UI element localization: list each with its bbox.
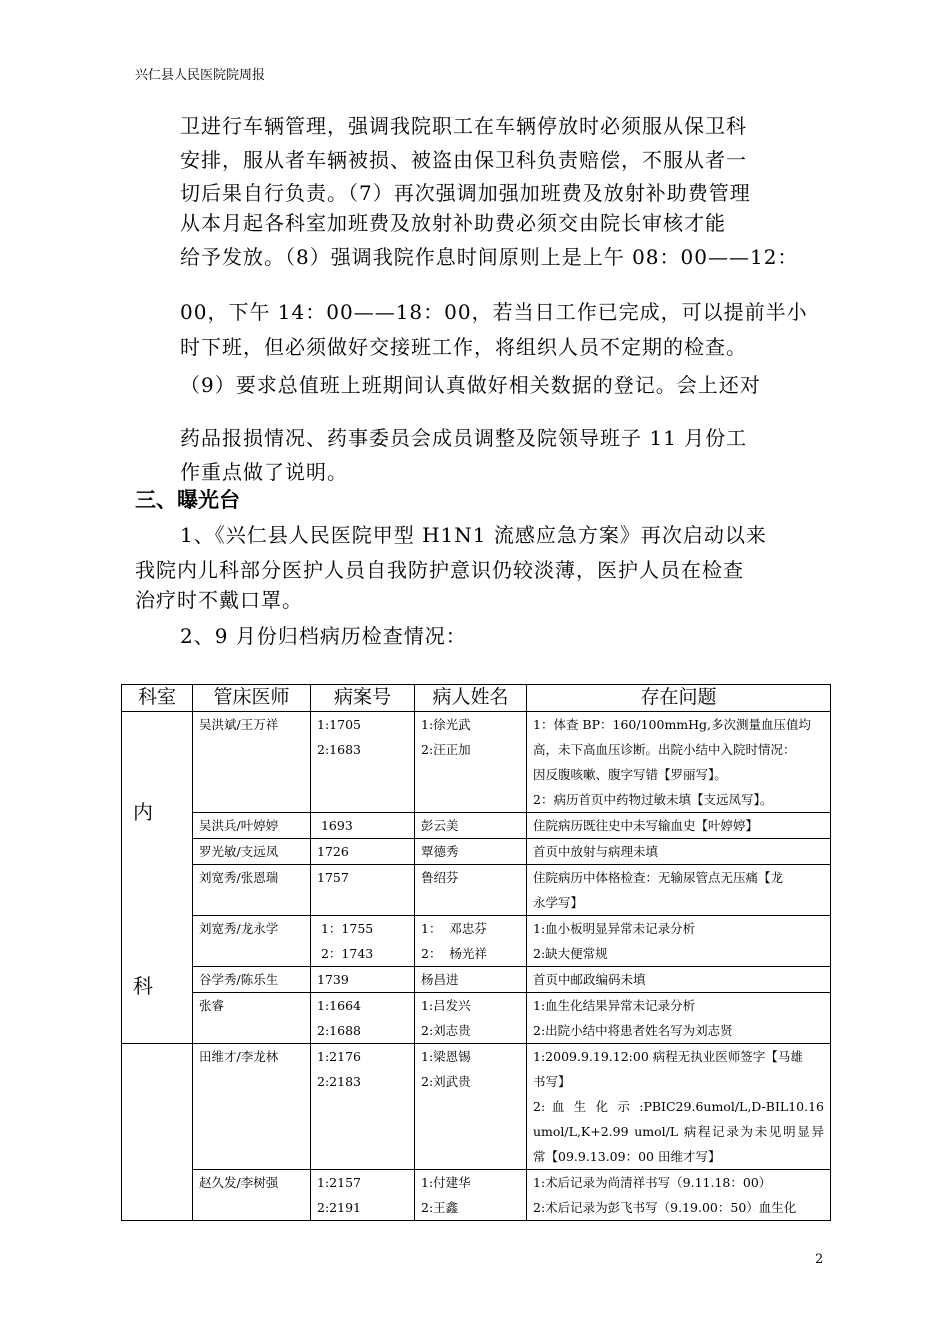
paragraph-line: 从本月起各科室加班费及放射补助费必须交由院长审核才能 <box>180 211 726 235</box>
paragraph-line: 给予发放。（8）强调我院作息时间原则上是上午 08：00——12： <box>180 245 799 269</box>
doctor-cell: 刘宽秀/龙永学 <box>193 916 311 967</box>
cell-line: 书写】 <box>533 1074 571 1089</box>
cell-line: 2：病历首页中药物过敏未填【支远凤写】。 <box>533 792 773 807</box>
cell-line: 2:出院小结中将患者姓名写为刘志贤 <box>533 1023 733 1038</box>
cell-line: 因反腹咳嗽、腹字写错【罗丽写】。 <box>533 767 727 782</box>
issues-cell <box>527 916 831 967</box>
case-no-cell <box>311 813 415 839</box>
cell-line: 住院病历既往史中未写输血史【叶婷婷】 <box>533 818 759 833</box>
cell-line: 首页中邮政编码未填 <box>533 972 646 987</box>
dept-cell <box>122 1044 193 1221</box>
item2-text: 2、9 月份归档病历检查情况： <box>180 624 467 648</box>
cell-line: umol/L,K+2.99 umol/L 病程记录为未见明显异 <box>533 1124 824 1139</box>
cell-line: 1:2009.9.19.12:00 病程无执业医师签字【马雄 <box>533 1049 803 1064</box>
cell-line: 住院病历中体格检查：无输尿管点无压痛【龙 <box>533 870 784 885</box>
doctor-cell: 张睿 <box>193 993 311 1044</box>
cell-line: 2: 血 生 化 示 :PBIC29.6umol/L,D-BIL10.16 <box>533 1099 824 1114</box>
doctor-cell: 赵久发/李树强 <box>193 1170 311 1221</box>
cell-line: 覃德秀 <box>421 844 459 859</box>
cell-line: 1：体查 BP：160/100mmHg,多次测量血压值均 <box>533 717 812 732</box>
item1-line: 1、《兴仁县人民医院甲型 H1N1 流感应急方案》再次启动以来 <box>180 523 767 547</box>
issues-cell <box>527 712 831 813</box>
col-header-case-no: 病案号 <box>311 685 415 712</box>
cell-line: 1:术后记录为尚清祥书写（9.11.18：00） <box>533 1175 772 1190</box>
paragraph-line: 卫进行车辆管理，强调我院职工在车辆停放时必须服从保卫科 <box>180 114 747 138</box>
table-row <box>122 1170 831 1221</box>
case-no-cell <box>311 839 415 865</box>
case-no-cell <box>311 993 415 1044</box>
item1-line: 我院内儿科部分医护人员自我防护意识仍较淡薄，医护人员在检查 <box>135 558 744 582</box>
paragraph-line: 切后果自行负责。（7）再次强调加强加班费及放射补助费管理 <box>180 181 751 205</box>
issues-cell <box>527 865 831 916</box>
cell-line: 1:2157 <box>317 1175 361 1190</box>
case-no-cell <box>311 1044 415 1170</box>
issues-cell <box>527 1044 831 1170</box>
col-header-patient: 病人姓名 <box>415 685 527 712</box>
cell-line: 2:刘志贵 <box>421 1023 471 1038</box>
issues-cell <box>527 993 831 1044</box>
cell-line: 1:梁恩锡 <box>421 1049 471 1064</box>
cell-line: 高，未下高血压诊断。出院小结中入院时情况： <box>533 742 796 757</box>
table-row <box>122 839 831 865</box>
doctor-cell: 罗光敏/支远凤 <box>193 839 311 865</box>
doctor-cell: 谷学秀/陈乐生 <box>193 967 311 993</box>
cell-line: 永学写】 <box>533 895 584 910</box>
paragraph-line: 作重点做了说明。 <box>180 460 348 484</box>
col-header-issues: 存在问题 <box>527 685 831 712</box>
cell-line: 2:王鑫 <box>421 1200 459 1215</box>
page-number: 2 <box>815 1252 824 1267</box>
doctor-cell: 田维才/李龙林 <box>193 1044 311 1170</box>
cell-line: 2:术后记录为彭飞书写（9.19.00：50）血生化 <box>533 1200 797 1215</box>
cell-line: 2:刘武贵 <box>421 1074 471 1089</box>
cell-line: 1：1755 <box>317 921 374 936</box>
cell-line: 1:1705 <box>317 717 361 732</box>
patient-cell <box>415 1044 527 1170</box>
cell-line: 彭云美 <box>421 818 459 833</box>
case-no-cell <box>311 1170 415 1221</box>
cell-line: 2:1683 <box>317 742 361 757</box>
cell-line: 2： 杨光祥 <box>421 946 487 961</box>
col-header-doctor: 管床医师 <box>193 685 311 712</box>
cell-line: 2:缺大便常规 <box>533 946 608 961</box>
paragraph-line: 00，下午 14：00——18：00，若当日工作已完成，可以提前半小 <box>180 300 808 324</box>
table-row <box>122 865 831 916</box>
case-no-cell <box>311 967 415 993</box>
case-no-cell <box>311 916 415 967</box>
cell-line: 1： 邓忠芬 <box>421 921 487 936</box>
patient-cell <box>415 916 527 967</box>
dept-cell <box>122 712 193 1044</box>
cell-line: 1:血生化结果异常未记录分析 <box>533 998 696 1013</box>
cell-line: 杨昌进 <box>421 972 459 987</box>
table-row <box>122 813 831 839</box>
patient-cell <box>415 813 527 839</box>
item1-line: 治疗时不戴口罩。 <box>135 588 303 612</box>
issues-cell <box>527 813 831 839</box>
cell-line: 1:血小板明显异常未记录分析 <box>533 921 696 936</box>
paragraph-line: 药品报损情况、药事委员会成员调整及院领导班子 11 月份工 <box>180 426 748 450</box>
patient-cell <box>415 967 527 993</box>
patient-cell <box>415 839 527 865</box>
paragraph-line: 时下班，但必须做好交接班工作，将组织人员不定期的检查。 <box>180 335 747 359</box>
cell-line: 常【09.9.13.09：00 田维才写】 <box>533 1149 721 1164</box>
table-row <box>122 916 831 967</box>
table-row <box>122 712 831 813</box>
table-row <box>122 993 831 1044</box>
case-no-cell <box>311 712 415 813</box>
patient-cell <box>415 865 527 916</box>
case-no-cell <box>311 865 415 916</box>
cell-line: 1739 <box>317 972 349 987</box>
table-row <box>122 967 831 993</box>
cell-line: 1726 <box>317 844 349 859</box>
patient-cell <box>415 993 527 1044</box>
cell-line: 鲁绍芬 <box>421 870 459 885</box>
paragraph-line: （9）要求总值班上班期间认真做好相关数据的登记。会上还对 <box>180 373 761 397</box>
cell-line: 1:付建华 <box>421 1175 471 1190</box>
case-record-table <box>121 684 831 1221</box>
table-header-row <box>122 685 831 712</box>
dept-char: 科 <box>133 974 153 998</box>
cell-line: 1757 <box>317 870 349 885</box>
page-header: 兴仁县人民医院院周报 <box>135 68 266 83</box>
table-row <box>122 1044 831 1170</box>
cell-line: 2:2183 <box>317 1074 361 1089</box>
dept-char: 内 <box>133 800 153 824</box>
doctor-cell: 吴洪斌/王万祥 <box>193 712 311 813</box>
cell-line: 2:汪正加 <box>421 742 471 757</box>
cell-line: 2：1743 <box>317 946 374 961</box>
cell-line: 1:吕发兴 <box>421 998 471 1013</box>
cell-line: 1:1664 <box>317 998 361 1013</box>
cell-line: 1693 <box>317 818 353 833</box>
cell-line: 1:徐光武 <box>421 717 471 732</box>
issues-cell <box>527 839 831 865</box>
cell-line: 首页中放射与病理未填 <box>533 844 659 859</box>
col-header-dept: 科室 <box>122 685 193 712</box>
doctor-cell: 吴洪兵/叶婷婷 <box>193 813 311 839</box>
cell-line: 2:1688 <box>317 1023 361 1038</box>
paragraph-line: 安排，服从者车辆被损、被盗由保卫科负责赔偿，不服从者一 <box>180 148 747 172</box>
issues-cell <box>527 1170 831 1221</box>
issues-cell <box>527 967 831 993</box>
cell-line: 2:2191 <box>317 1200 361 1215</box>
section-title: 三、曝光台 <box>135 488 240 512</box>
patient-cell <box>415 712 527 813</box>
doctor-cell: 刘宽秀/张恩瑞 <box>193 865 311 916</box>
patient-cell <box>415 1170 527 1221</box>
cell-line: 1:2176 <box>317 1049 361 1064</box>
